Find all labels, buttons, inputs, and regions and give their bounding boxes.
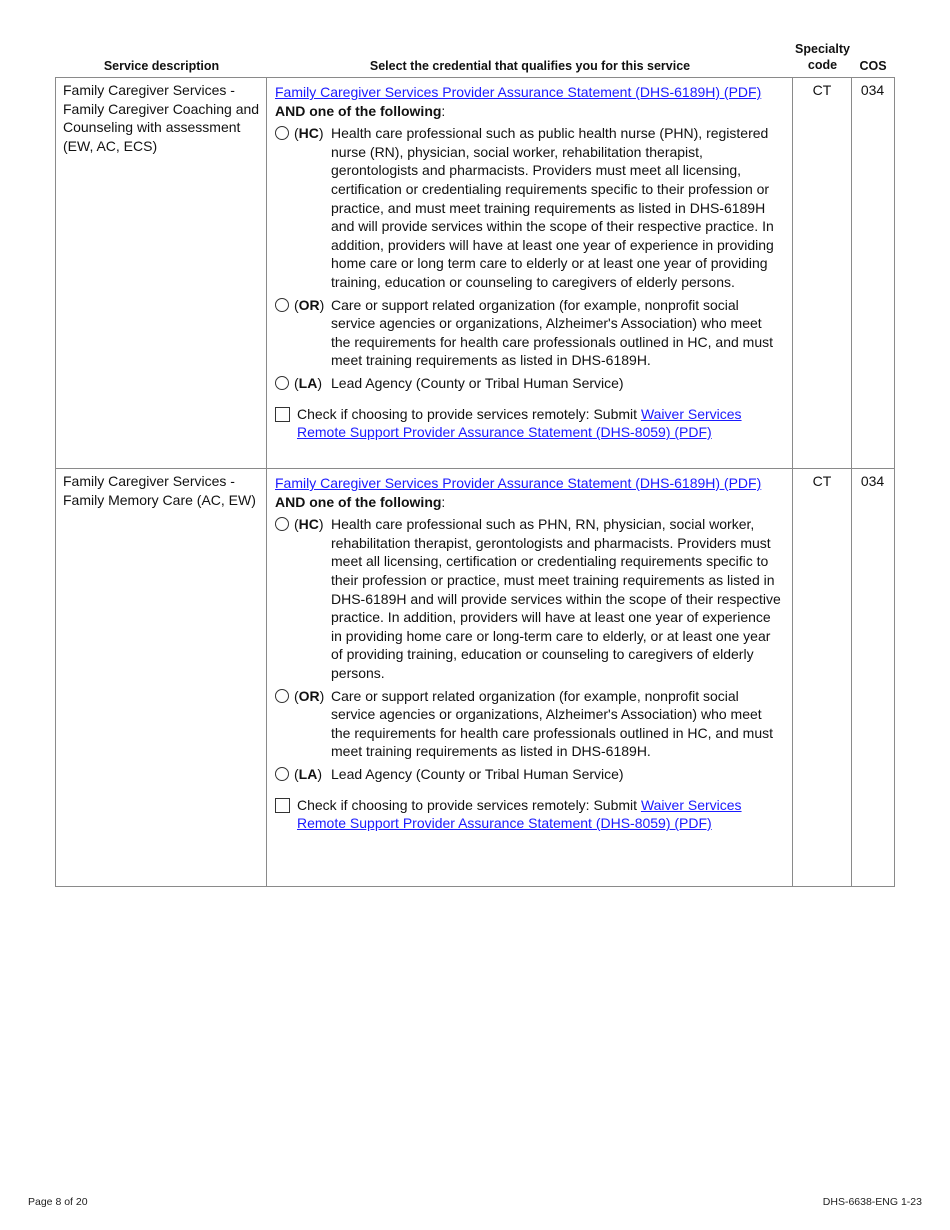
option-code: HC <box>298 516 319 533</box>
assurance-statement-link[interactable]: Family Caregiver Services Provider Assurance Statement (DHS-6189H) (PDF) <box>275 84 762 100</box>
radio-or[interactable] <box>275 689 289 703</box>
option-hc: (HC) Health care professional such as PHN, RN, physician, social worker, rehabilitation therapist, gerontologists and pharmacists. Providers must meet all licensing, certification or credentialing requirements specific to their profession or practice, must meet training requirements as listed in DHS-6189H and will provide services within the scope of their respective practice. In addition, providers will have at least one year of experience in providing home care or long-term care to elderly, or at least one year of providing training, education or counseling to caregivers of elderly persons. <box>275 515 784 682</box>
option-code: HC <box>298 125 319 142</box>
services-table <box>55 77 895 887</box>
remote-support-link[interactable]: Waiver Services Remote Support Provider Assurance Statement (DHS-8059) (PDF) <box>297 405 742 441</box>
option-or: (OR) Care or support related organization (for example, nonprofit social service agencies or organizations, Alzheimer's Association) who meet the requirements for health care professionals outlined in HC, and must meet training requirements as listed in DHS-6189H. <box>275 687 784 761</box>
remote-support-link[interactable]: Waiver Services Remote Support Provider Assurance Statement (DHS-8059) (PDF) <box>297 796 742 832</box>
radio-or[interactable] <box>275 298 289 312</box>
option-text: Lead Agency (County or Tribal Human Service) <box>331 765 624 782</box>
option-code: OR <box>298 296 320 313</box>
option-or: (OR) Care or support related organization (for example, nonprofit social service agencies or organizations, Alzheimer's Association) who meet the requirements for health care professionals outlined in HC, and must meet training requirements as listed in DHS-6189H. <box>275 296 784 370</box>
remote-checkbox[interactable] <box>275 407 290 422</box>
option-code: LA <box>298 765 318 782</box>
table-row <box>56 469 894 886</box>
form-id: DHS-6638-ENG 1-23 <box>822 1196 922 1208</box>
radio-hc[interactable] <box>275 126 289 140</box>
option-code: LA <box>298 374 318 391</box>
option-text: Health care professional such as PHN, RN, physician, social worker, rehabilitation therapist, gerontologists and pharmacists. Providers must meet all licensing, certification or credentialing requirements specific to their profession or practice, must meet training requirements as listed in DHS-6189H and will provide services within the scope of their respective practice. In addition, providers will have at least one year of experience in providing home care or long-term care to elderly, or at least one year of providing training, education or counseling to caregivers of elderly persons. <box>331 516 781 681</box>
specialty-code: CT <box>793 78 852 468</box>
header-service-description: Service description <box>103 59 220 73</box>
assurance-statement-link[interactable]: Family Caregiver Services Provider Assurance Statement (DHS-6189H) (PDF) <box>275 475 762 491</box>
radio-la[interactable] <box>275 376 289 390</box>
and-one-of-label: AND one of the following <box>275 102 442 119</box>
header-credential: Select the credential that qualifies you for this service <box>369 59 691 73</box>
remote-text: Check if choosing to provide services remotely: Submit <box>297 405 641 422</box>
table-row <box>56 78 894 469</box>
option-text: Health care professional such as public health nurse (PHN), registered nurse (RN), physician, social worker, rehabilitation therapist, gerontologists and pharmacists. Providers must meet all licensing, certification or credentialing requirements specific to their profession or practice, and must meet training requirements as listed in DHS-6189H and will provide services within the scope of their respective practice. In addition, providers will have at least one year of experience in providing home care or long term care to elderly or at least one year of providing training, education or counseling to caregivers of elderly persons. <box>331 125 774 290</box>
cos-code: 034 <box>860 82 885 98</box>
remote-text: Check if choosing to provide services remotely: Submit <box>297 796 641 813</box>
service-description: Family Caregiver Services - Family Caregiver Coaching and Counseling with assessment (EW, AC, ECS) <box>56 78 267 468</box>
credential-cell: Family Caregiver Services Provider Assurance Statement (DHS-6189H) (PDF) AND one of the following: (HC) Health care professional such as public health nurse (PHN), registered nurse (RN), physician, social worker, rehabilitation therapist, gerontologists and pharmacists. Providers must meet all licensing, certification or credentialing requirements specific to their profession or practice, and must meet training requirements as listed in DHS-6189H and will provide services within the scope of their respective practice. In addition, providers will have at least one year of experience in providing home care or long term care to elderly or at least one year of providing training, education or counseling to caregivers of elderly persons. (OR) Care or support related organization (for example, nonprofit social service agencies or organizations, Alzheimer's Association) who meet the requirements for health care professionals outlined in HC, and must meet training requirements as listed in DHS-6189H. (LA) Lead Agency (County or Tribal Human Service) Check if choosing to provide services remotely: Submit Waiver Services Remote Support Provider Assurance Statement (DHS-8059) (PDF) <box>267 78 793 468</box>
option-hc: (HC) Health care professional such as public health nurse (PHN), registered nurse (RN), physician, social worker, rehabilitation therapist, gerontologists and pharmacists. Providers must meet all licensing, certification or credentialing requirements specific to their profession or practice, and must meet training requirements as listed in DHS-6189H and will provide services within the scope of their respective practice. In addition, providers will have at least one year of experience in providing home care or long term care to elderly or at least one year of providing training, education or counseling to caregivers of elderly persons. <box>275 124 784 291</box>
remote-checkbox[interactable] <box>275 798 290 813</box>
remote-services-option <box>275 796 784 833</box>
specialty-code: CT <box>793 469 852 886</box>
page-number: Page 8 of 20 <box>28 1196 88 1208</box>
option-text: Care or support related organization (for example, nonprofit social service agencies or organizations, Alzheimer's Association) who meet the requirements for health care professionals outlined in HC, and must meet training requirements as listed in DHS-6189H. <box>331 687 774 760</box>
service-description: Family Caregiver Services - Family Memory Care (AC, EW) <box>56 469 267 886</box>
header-cos: COS <box>859 59 887 73</box>
option-code: OR <box>298 687 320 704</box>
radio-hc[interactable] <box>275 517 289 531</box>
header-specialty-code: Specialty code <box>795 42 850 72</box>
and-one-of-label: AND one of the following <box>275 493 442 510</box>
option-la: (LA) Lead Agency (County or Tribal Human Service) <box>275 374 784 393</box>
option-text: Lead Agency (County or Tribal Human Service) <box>331 374 624 391</box>
option-text: Care or support related organization (for example, nonprofit social service agencies or organizations, Alzheimer's Association) who meet the requirements for health care professionals outlined in HC, and must meet training requirements as listed in DHS-6189H. <box>331 296 774 369</box>
radio-la[interactable] <box>275 767 289 781</box>
option-la: (LA) Lead Agency (County or Tribal Human Service) <box>275 765 784 784</box>
credential-cell: Family Caregiver Services Provider Assurance Statement (DHS-6189H) (PDF) AND one of the following: (HC) Health care professional such as PHN, RN, physician, social worker, rehabilitation therapist, gerontologists and pharmacists. Providers must meet all licensing, certification or credentialing requirements specific to their profession or practice, must meet training requirements as listed in DHS-6189H and will provide services within the scope of their respective practice. In addition, providers will have at least one year of experience in providing home care or long-term care to elderly, or at least one year of providing training, education or counseling to caregivers of elderly persons. (OR) Care or support related organization (for example, nonprofit social service agencies or organizations, Alzheimer's Association) who meet the requirements for health care professionals outlined in HC, and must meet training requirements as listed in DHS-6189H. (LA) Lead Agency (County or Tribal Human Service) Check if choosing to provide services remotely: Submit Waiver Services Remote Support Provider Assurance Statement (DHS-8059) (PDF) <box>267 469 793 886</box>
cos-code: 034 <box>860 473 885 489</box>
remote-services-option <box>275 405 784 442</box>
